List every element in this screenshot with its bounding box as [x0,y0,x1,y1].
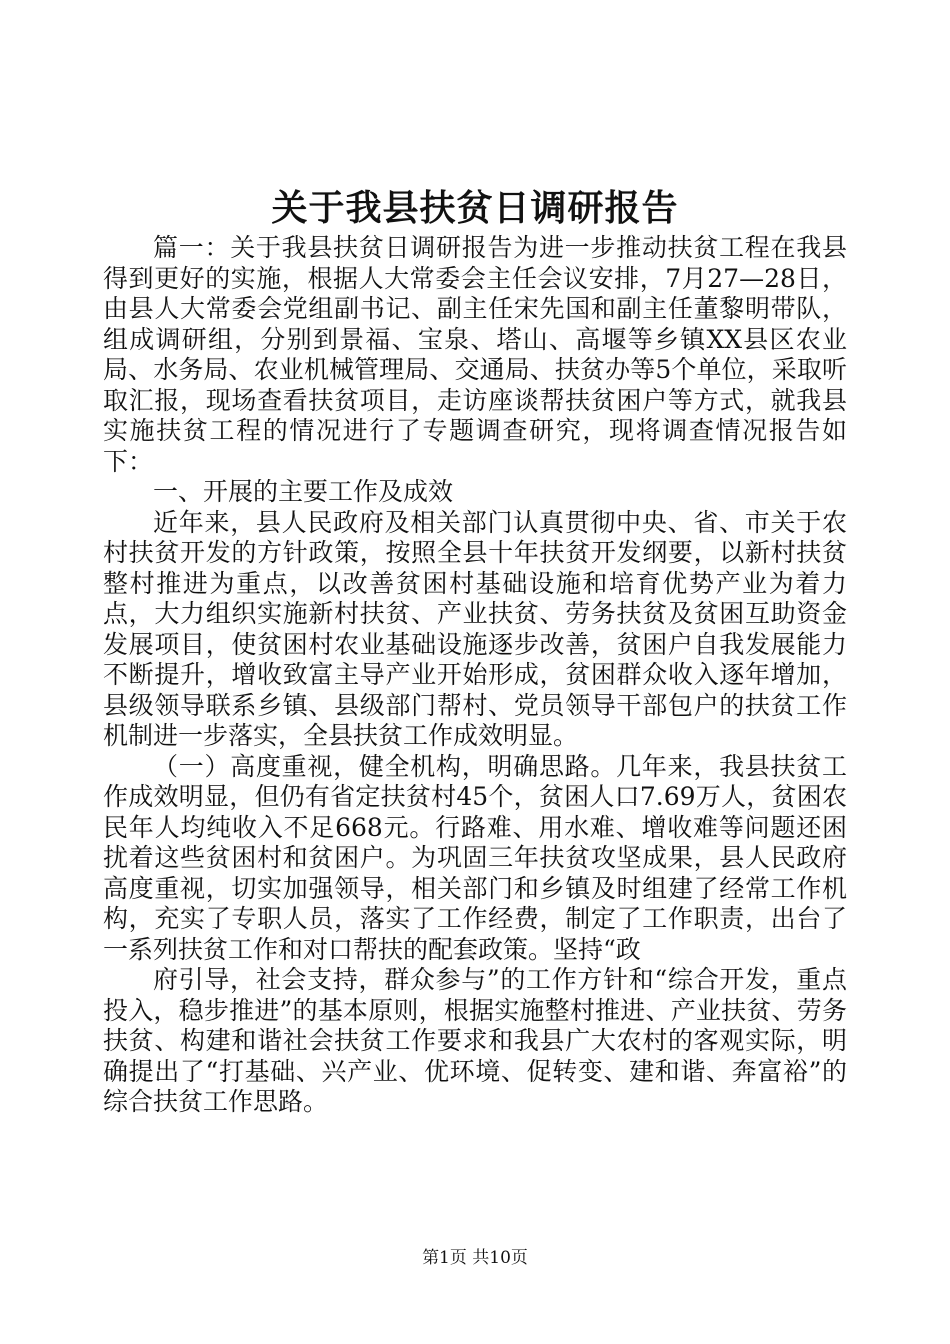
page-footer: 第1页 共10页 [422,1248,528,1268]
document-body [103,233,847,1118]
paragraph-intro: 篇一：关于我县扶贫日调研报告为进一步推动扶贫工程在我县得到更好的实施，根据人大常委会主任会议安排，7月27—28日，由县人大常委会党组副书记、副主任宋先国和副主任董黎明带队，组成调研组，分别到景福、宝泉、塔山、高堰等乡镇XX县区农业局、水务局、农业机械管理局、交通局、扶贫办等5个单位，采取听取汇报，现场查看扶贫项目，走访座谈帮扶贫困户等方式，就我县实施扶贫工程的情况进行了专题调查研究，现将调查情况报告如下： [103,233,847,476]
paragraph-overview: 近年来，县人民政府及相关部门认真贯彻中央、省、市关于农村扶贫开发的方针政策，按照全县十年扶贫开发纲要，以新村扶贫整村推进为重点，以改善贫困村基础设施和培育优势产业为着力点，大力组织实施新村扶贫、产业扶贫、劳务扶贫及贫困互助资金发展项目，使贫困村农业基础设施逐步改善，贫困户自我发展能力不断提升，增收致富主导产业开始形成，贫困群众收入逐年增加，县级领导联系乡镇、县级部门帮村、党员领导干部包户的扶贫工作机制进一步落实，全县扶贫工作成效明显。 [103,507,847,750]
document-title: 关于我县扶贫日调研报告 [271,187,679,229]
section-heading: 一、开展的主要工作及成效 [153,477,454,506]
paragraph-principles: 府引导，社会支持，群众参与”的工作方针和“综合开发，重点投入，稳步推进”的基本原则，根据实施整村推进、产业扶贫、劳务扶贫、构建和谐社会扶贫工作要求和我县广大农村的客观实际，明确提出了“打基础、兴产业、优环境、促转变、建和谐、奔富裕”的综合扶贫工作思路。 [103,965,847,1116]
paragraph-subsection-1: （一）高度重视，健全机构，明确思路。几年来，我县扶贫工作成效明显，但仍有省定扶贫村45个，贫困人口7.69万人，贫困农民年人均纯收入不足668元。行路难、用水难、增收难等问题还困扰着这些贫困村和贫困户。为巩固三年扶贫攻坚成果，县人民政府高度重视，切实加强领导，相关部门和乡镇及时组建了经常工作机构，充实了专职人员，落实了工作经费，制定了工作职责，出台了一系列扶贫工作和对口帮扶的配套政策。坚持“政 [103,751,847,964]
